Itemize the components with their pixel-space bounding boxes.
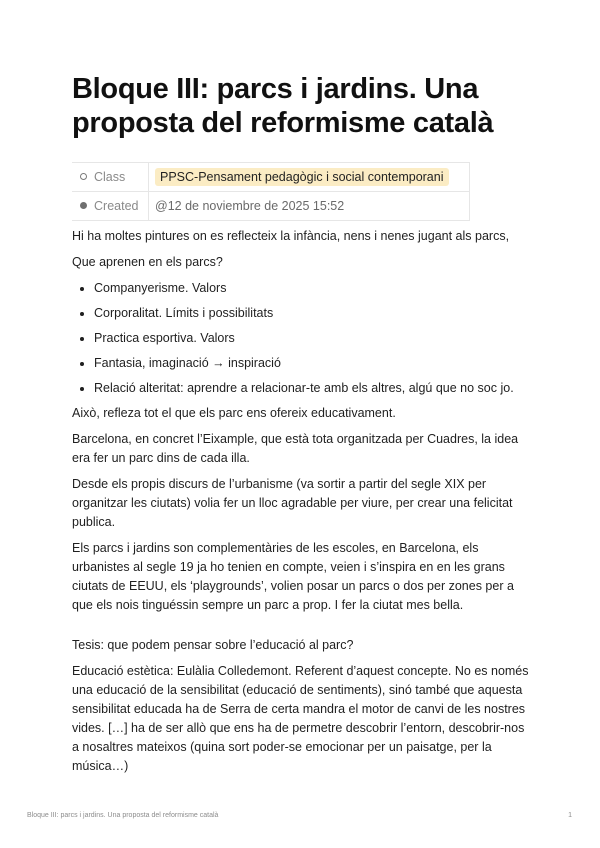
paragraph-2: Que aprenen en els parcs? (72, 255, 223, 269)
class-tag[interactable]: PPSC-Pensament pedagògic i social contemporani (155, 168, 449, 186)
created-date: @12 de noviembre de 2025 15:52 (155, 199, 345, 213)
paragraph-1: Hi ha moltes pintures on es reflecteix la infància, nens i nenes jugant als parcs, (72, 229, 510, 243)
created-label: Created (94, 199, 139, 213)
list-item: • Fantasia, imaginació → inspiració (94, 354, 532, 373)
paragraph-3: Això, refleza tot el que els parc ens ofereix educativament. (72, 406, 396, 420)
paragraph-7: Tesis: que podem pensar sobre l’educació al parc? (72, 638, 354, 652)
paragraph-8: Educació estètica: Eulàlia Colledemont. Referent d’aquest concepte. No es només una educació de la sensibilitat (educació de sentiments), sinó també que aquesta sensibilitat educada ha de Serra de certa mandra el motor de canvi de les nostres vides. […] ha de ser allò que ens ha de permetre descobrir l’entorn, descobrir-nos a nosaltres mateixos (quina sort poder-se emocionar per un paisatge, per la música…) (72, 664, 529, 773)
property-value-created (149, 192, 470, 221)
properties-table (72, 162, 470, 221)
target-icon (80, 173, 87, 180)
property-row-class (72, 163, 470, 192)
list-item: • Relació alteritat: aprendre a relacionar-te amb els altres, algú que no soc jo. (94, 379, 532, 398)
list-item: • Corporalitat. Límits i possibilitats (94, 304, 532, 323)
class-label: Class (94, 170, 126, 184)
property-key-created (72, 192, 149, 221)
empty-line (72, 622, 532, 636)
bullet-list (72, 279, 532, 398)
page-title: Bloque III: parcs i jardins. Una proposta del reformisme català (72, 73, 494, 139)
paragraph-6: Els parcs i jardins son complementàries de les escoles, en Barcelona, els urbanistes al segle 19 ja ho tenien en compte, veien i s’inspira en en les grans ciutats de EEUU, els ‘playgrounds’, volien posar un parcs o dos per zones per a que els nois tinguéssin sempre un parc a prop. I fer la ciutat mes bella. (72, 541, 514, 612)
page-number: 1 (568, 812, 572, 819)
property-value-class (149, 163, 470, 192)
list-item: • Practica esportiva. Valors (94, 329, 532, 348)
page-content (72, 72, 532, 783)
property-key-class (72, 163, 149, 192)
paragraph-5: Desde els propis discurs de l’urbanisme (va sortir a partir del segle XIX per organitzar les ciutats) volia fer un lloc agradable per viure, per crear una felicitat publica. (72, 477, 513, 529)
property-row-created (72, 192, 470, 221)
document-body (72, 227, 532, 776)
clock-icon (80, 202, 87, 209)
page-footer-title: Bloque III: parcs i jardins. Una proposta del reformisme català (27, 812, 219, 819)
list-item: • Companyerisme. Valors (94, 279, 532, 298)
paragraph-4: Barcelona, en concret l’Eixample, que està tota organitzada per Cuadres, la idea era fer un parc dins de cada illa. (72, 432, 519, 465)
